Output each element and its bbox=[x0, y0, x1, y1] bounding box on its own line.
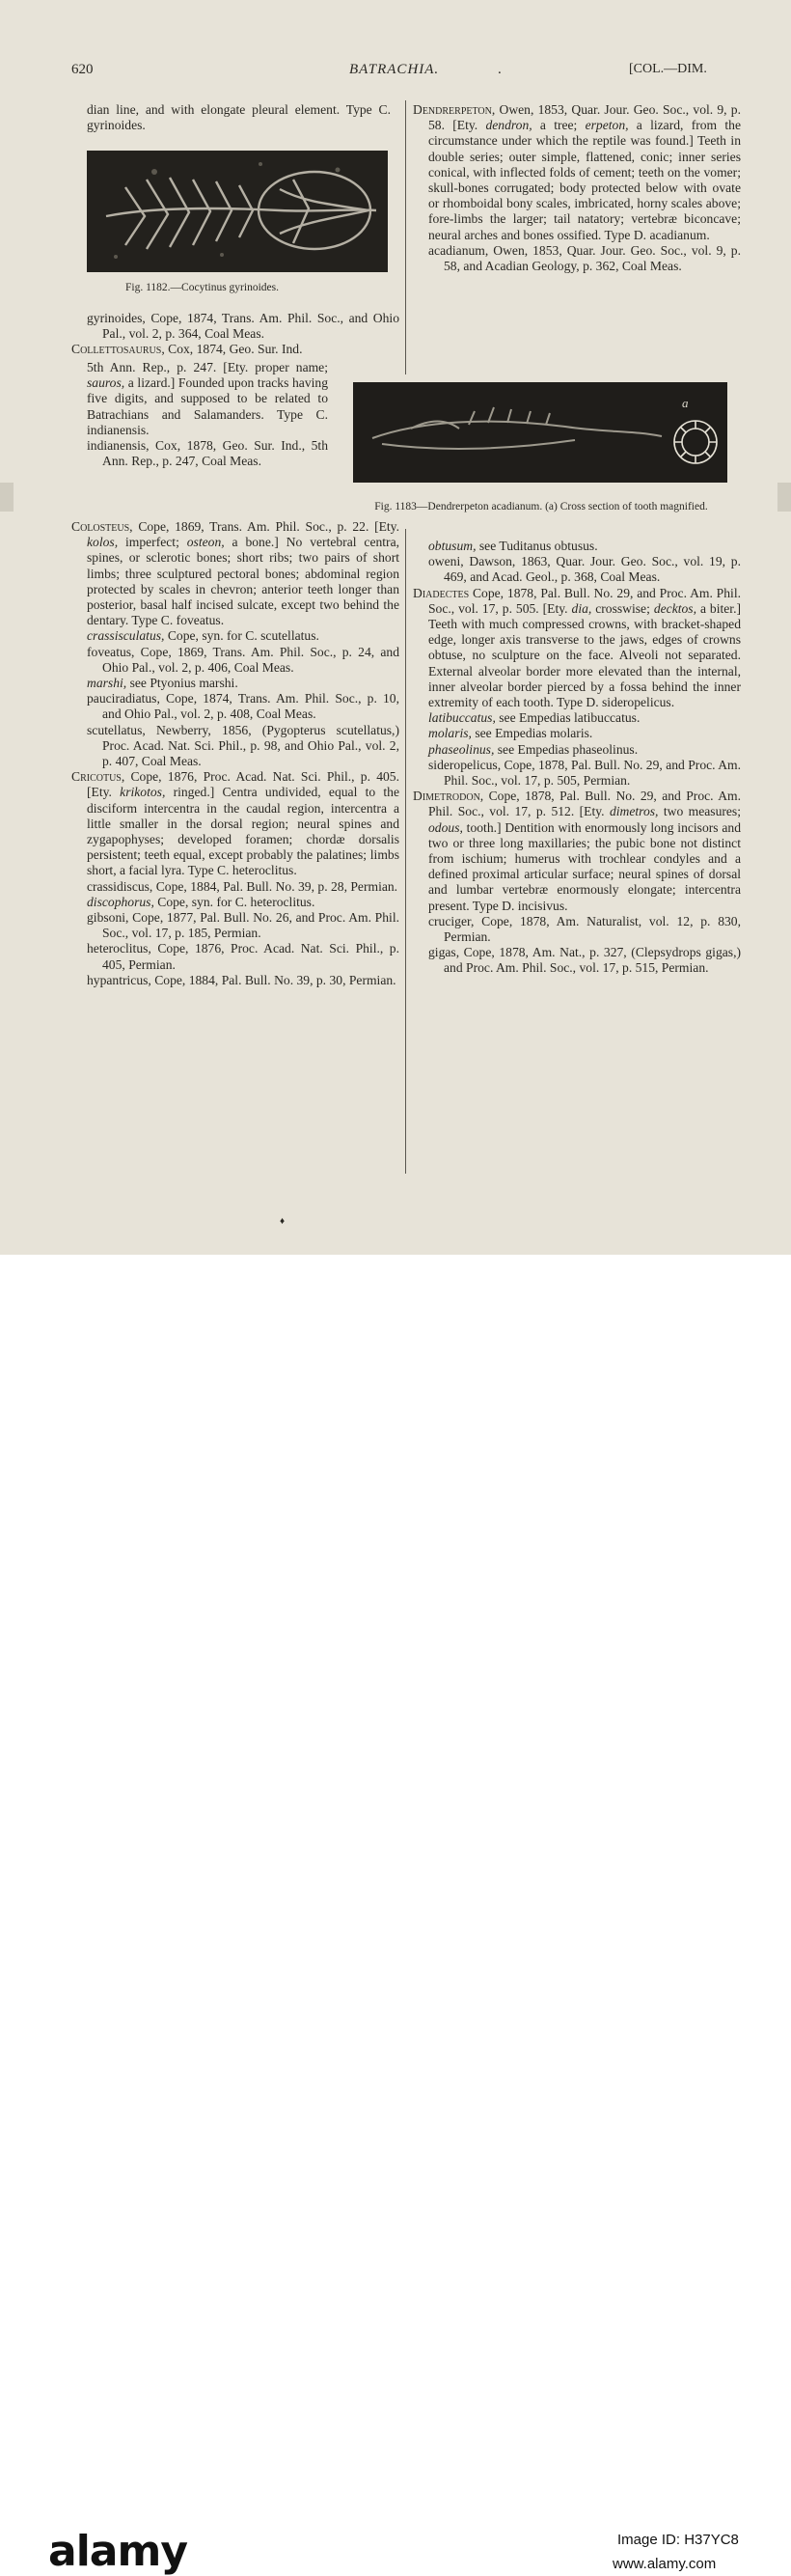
entry-gyrinoides: gyrinoides, Cope, 1874, Trans. Am. Phil. Soc., and Ohio Pal., vol. 2, p. 364, Coal Meas. bbox=[87, 311, 399, 342]
etymology-word: decktos, bbox=[653, 600, 696, 616]
entry-text: tooth.] Dentition with enormously long incisors and two or three long maxillaries; the pubic bone not distinct from ischium; humerus with trochlear condyles and a defined proximal articular surface; neural spines of dorsal and lumbar vertebræ enormously elongate; intercentra present. Type D. incisivus. bbox=[428, 819, 741, 913]
left-column-narrow bbox=[87, 360, 328, 469]
entry-text: Cope, 1869, Trans. Am. Phil. Soc., p. 22. [Ety. bbox=[138, 519, 399, 534]
running-title: BATRACHIA. bbox=[349, 62, 440, 77]
entry-dimetrodon bbox=[413, 789, 741, 914]
genus-colosteus: Colosteus, bbox=[71, 519, 133, 534]
figure-1182-caption: Fig. 1182.—Cocytinus gyrinoides. bbox=[125, 282, 279, 293]
entry-text: Owen, 1853, Quar. Jour. Geo. Soc., vol. 9, p. 58. [Ety. bbox=[428, 102, 741, 133]
entry-indianensis: indianensis, Cox, 1878, Geo. Sur. Ind., 5th Ann. Rep., p. 247, Coal Meas. bbox=[87, 438, 328, 469]
entry-text: see Ptyonius marshi. bbox=[126, 676, 238, 691]
entry-oweni: oweni, Dawson, 1863, Quar. Jour. Geo. Soc., vol. 19, p. 469, and Acad. Geol., p. 368, Coal Meas. bbox=[428, 554, 741, 585]
right-column-bottom bbox=[413, 539, 741, 977]
species-name: molaris, bbox=[428, 726, 472, 741]
column-divider bbox=[405, 100, 406, 1174]
alamy-logo[interactable]: alamy bbox=[48, 2527, 187, 2576]
left-column-b bbox=[71, 519, 399, 988]
entry-text: a lizard.] Founded upon tracks having five digits, and supposed to be related to Batrachians and Salamanders. Type C. indianensis. bbox=[87, 375, 328, 437]
species-name: crassisculatus, bbox=[87, 628, 165, 644]
figure-1183-caption: Fig. 1183—Dendrerpeton acadianum. (a) Cross section of tooth magnified. bbox=[374, 501, 708, 512]
site-url[interactable]: www.alamy.com bbox=[613, 2556, 717, 2572]
figure-1183-label: a bbox=[682, 396, 689, 410]
species-name: marshi, bbox=[87, 676, 127, 691]
entry-text: Cox, 1874, Geo. Sur. Ind. bbox=[168, 342, 303, 357]
etymology-word: odous, bbox=[428, 819, 463, 835]
running-range: [COL.—DIM. bbox=[629, 62, 707, 76]
entry-text: crosswise; bbox=[591, 600, 654, 616]
etymology-word: dendron, bbox=[485, 118, 532, 133]
etymology-word: erpeton, bbox=[585, 118, 629, 133]
entry-text: a lizard, from the circumstance under which the reptile was found.] Teeth in double series; outer simple, flattened, conic; inner series conical, with inflected folds of cement; teeth on the vomer; skull-bones corrugated; body protected below with ovate or rhomboidal bony scales, imbricated, horny scales above; fore-limbs the larger; tail natatory; vertebræ biconcave; neural arches and bones ossified. Type D. acadianum. bbox=[428, 118, 741, 242]
left-column-top bbox=[87, 102, 391, 133]
entry-obtusum bbox=[428, 539, 741, 554]
entry-text: 5th Ann. Rep., p. 247. [Ety. proper name; bbox=[87, 360, 328, 374]
species-name: discophorus, bbox=[87, 894, 154, 909]
etymology-word: dia, bbox=[571, 600, 592, 616]
species-name: latibuccatus, bbox=[428, 710, 496, 726]
entry-text: two measures; bbox=[658, 804, 741, 819]
entry-collettosaurus bbox=[71, 342, 399, 357]
entry-marshi bbox=[87, 676, 399, 691]
footer-mark: ♦ bbox=[280, 1216, 286, 1227]
figure-1182-image bbox=[87, 151, 388, 272]
header-dot: . bbox=[498, 62, 502, 77]
entry-text: see Empedias latibuccatus. bbox=[495, 710, 641, 726]
entry-pauciradiatus: pauciradiatus, Cope, 1874, Trans. Am. Phil. Soc., p. 10, and Ohio Pal., vol. 2, p. 408, Coal Meas. bbox=[87, 691, 399, 722]
etymology-word: dimetros, bbox=[609, 804, 659, 819]
etymology-word: osteon, bbox=[186, 535, 225, 550]
entry-colosteus bbox=[71, 519, 399, 628]
entry-text: Cope, 1878, Pal. Bull. No. 29, and Proc. Am. Phil. Soc., vol. 17, p. 512. [Ety. bbox=[428, 789, 741, 819]
entry-dendrerpeton bbox=[413, 102, 741, 243]
etymology-word: sauros, bbox=[87, 375, 125, 391]
entry-text: ringed.] Centra undivided, equal to the disciform intercentra in the caudal region, intercentra a little smaller in the dorsal region; neural spines and zygapophyses; developed foramen; chordæ dorsalis persistent; teeth equal, except probably the palatines; limbs short, a facial lyra. Type C. heteroclitus. bbox=[87, 785, 399, 878]
etymology-word: kolos, bbox=[87, 535, 119, 550]
figure-1183-image bbox=[353, 382, 727, 483]
watermark-edge-left bbox=[0, 483, 14, 512]
entry-text: Cope, syn. for C. heteroclitus. bbox=[153, 894, 315, 909]
document-page bbox=[0, 0, 791, 1255]
entry-text: a biter.] Teeth with much compressed crowns, with bracket-shaped edge, longer axis transverse to the jaws, edges of crowns obtuse, no sculpture on the face. Alveoli not separated. External alveolar border more elevated than the internal, inner alveolar border pierced by a fossa behind the inner extremity of each tooth. Type D. sideropelicus. bbox=[428, 600, 742, 710]
entry-heteroclitus: heteroclitus, Cope, 1876, Proc. Acad. Nat. Sci. Phil., p. 405, Permian. bbox=[87, 941, 399, 972]
entry-phaseolinus bbox=[428, 742, 741, 758]
genus-collettosaurus: Collettosaurus, bbox=[71, 342, 165, 357]
etymology-word: krikotos, bbox=[120, 785, 166, 800]
page-number: 620 bbox=[71, 62, 94, 77]
entry-text: see Tuditanus obtusus. bbox=[476, 539, 598, 553]
entry-text: a bone.] No vertebral centra, spines, or sclerotic bones; short ribs; two pairs of short limbs; three sculptured pectoral bones; abdominal region protected by scales in chevron; anterior teeth longer than posterior, basal half incised sulcate, except two behind the dentary. Type C. foveatus. bbox=[87, 535, 400, 628]
entry-collettosaurus-cont bbox=[87, 360, 328, 438]
entry-molaris bbox=[428, 726, 741, 741]
entry-sideropelicus: sideropelicus, Cope, 1878, Pal. Bull. No. 29, and Proc. Am. Phil. Soc., vol. 17, p. 505, Permian. bbox=[428, 757, 741, 789]
entry-hypantricus: hypantricus, Cope, 1884, Pal. Bull. No. 39, p. 30, Permian. bbox=[87, 972, 396, 987]
entry-discophorus bbox=[87, 895, 399, 910]
entry-gibsoni: gibsoni, Cope, 1877, Pal. Bull. No. 26, and Proc. Am. Phil. Soc., vol. 17, p. 185, Permian. bbox=[87, 910, 399, 941]
entry-text: imperfect; bbox=[118, 535, 187, 550]
genus-diadectes: Diadectes bbox=[413, 585, 470, 600]
entry-cricotus bbox=[71, 769, 399, 878]
stock-banner bbox=[0, 1255, 791, 2576]
entry-gigas: gigas, Cope, 1878, Am. Nat., p. 327, (Clepsydrops gigas,) and Proc. Am. Phil. Soc., vol. 17, p. 515, Permian. bbox=[428, 945, 741, 976]
entry-text: Cope, 1876, Proc. Acad. Nat. Sci. Phil., p. 405. [Ety. bbox=[87, 769, 399, 800]
species-name: phaseolinus, bbox=[428, 741, 495, 757]
entry-latibuccatus bbox=[428, 710, 741, 726]
entry-text: Cope, 1878, Pal. Bull. No. 29, and Proc. Am. Phil. Soc., vol. 17, p. 505. [Ety. bbox=[428, 585, 741, 616]
species-name: obtusum, bbox=[428, 539, 477, 553]
entry-text: see Empedias phaseolinus. bbox=[494, 741, 639, 757]
genus-cricotus: Cricotus, bbox=[71, 769, 125, 785]
entry-cruciger: cruciger, Cope, 1878, Am. Naturalist, vol. 12, p. 830, Permian. bbox=[428, 913, 741, 945]
genus-dimetrodon: Dimetrodon, bbox=[413, 789, 484, 804]
entry-text: see Empedias molaris. bbox=[471, 726, 593, 741]
left-column-a bbox=[71, 311, 399, 358]
entry-scutellatus: scutellatus, Newberry, 1856, (Pygopterus scutellatus,) Proc. Acad. Nat. Sci. Phil., p. 98, and Ohio Pal., vol. 2, p. 407, Coal Meas. bbox=[87, 722, 399, 769]
fossil-illustration-1182 bbox=[87, 151, 388, 272]
entry-crassidiscus: crassidiscus, Cope, 1884, Pal. Bull. No. 39, p. 28, Permian. bbox=[87, 878, 398, 894]
entry-text: a tree; bbox=[532, 118, 586, 133]
entry-text: Cope, syn. for C. scutellatus. bbox=[164, 628, 319, 644]
entry-acadianum: acadianum, Owen, 1853, Quar. Jour. Geo. Soc., vol. 9, p. 58, and Acadian Geology, p. 362, Coal Meas. bbox=[428, 242, 741, 274]
fossil-illustration-1183 bbox=[353, 382, 727, 483]
right-column-top bbox=[413, 102, 741, 274]
entry-continuation: dian line, and with elongate pleural element. Type C. gyrinoides. bbox=[87, 102, 391, 133]
image-id-text: Image ID: H37YC8 bbox=[617, 2532, 739, 2548]
entry-foveatus: foveatus, Cope, 1869, Trans. Am. Phil. Soc., p. 24, and Ohio Pal., vol. 2, p. 406, Coal Meas. bbox=[87, 644, 399, 675]
entry-crassisculatus bbox=[87, 628, 399, 644]
genus-dendrerpeton: Dendrerpeton, bbox=[413, 102, 496, 117]
entry-diadectes bbox=[413, 586, 741, 711]
watermark-edge-right bbox=[777, 483, 791, 512]
